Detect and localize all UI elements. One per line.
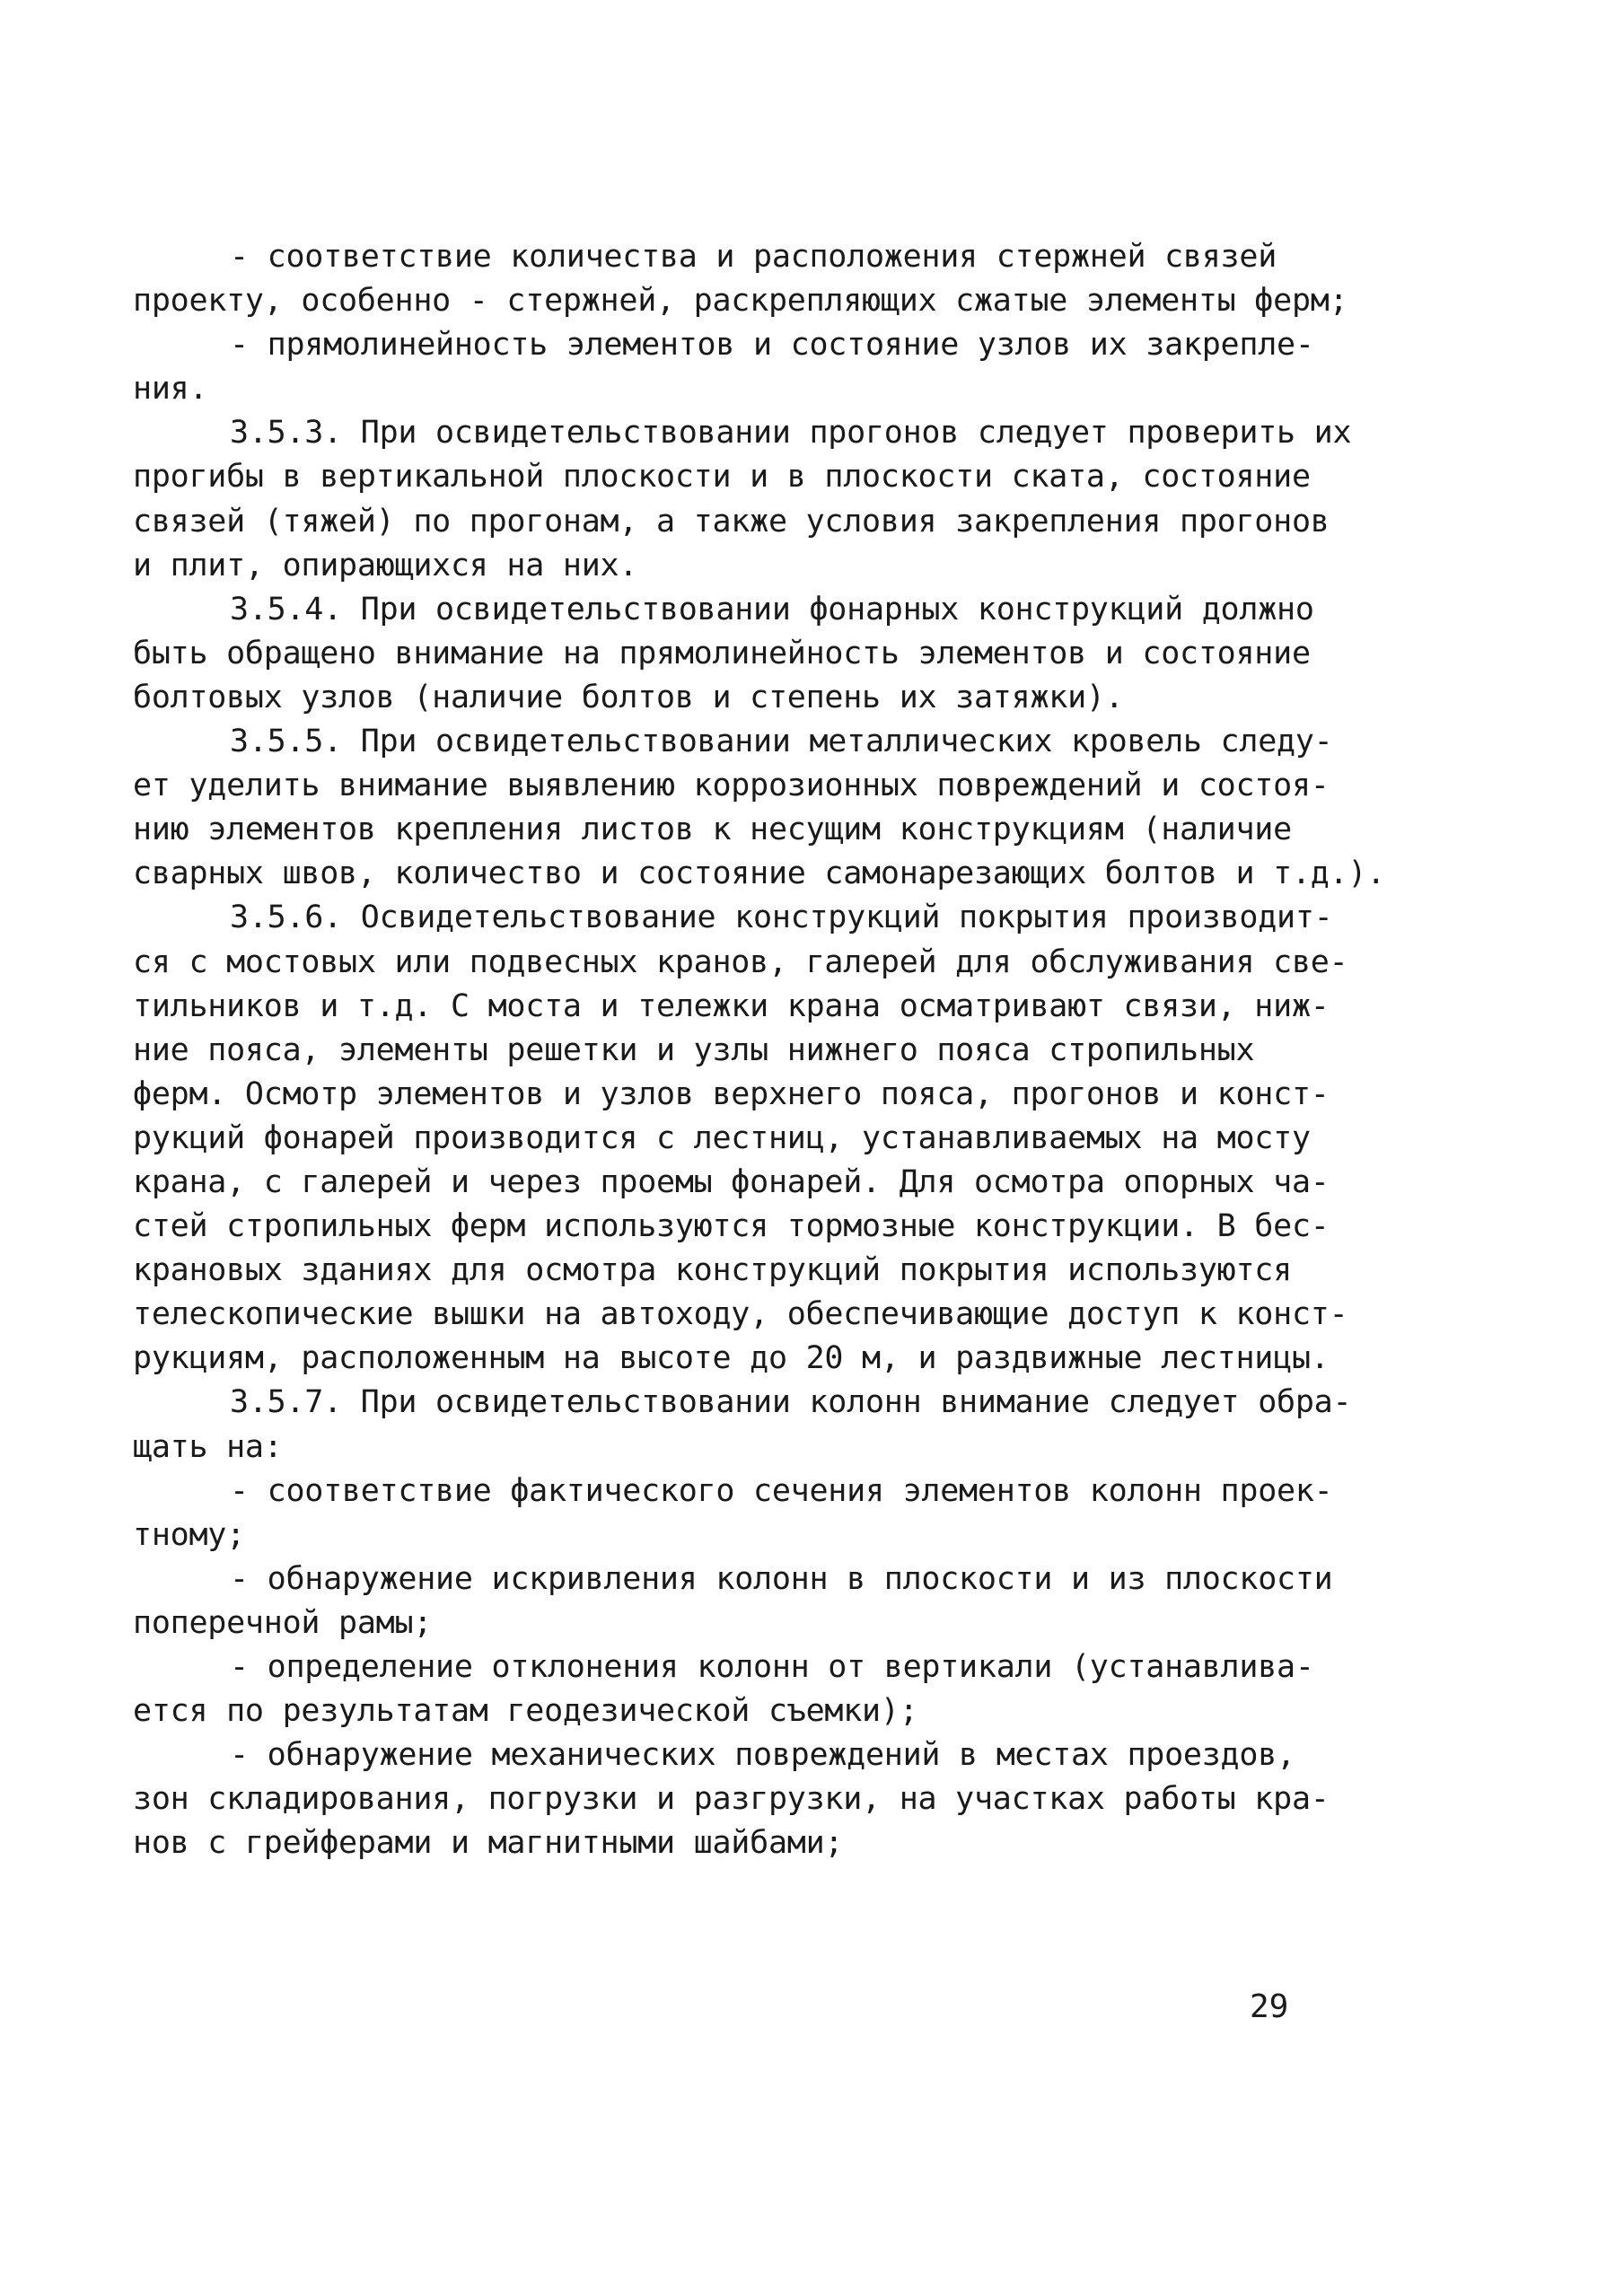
text-line: ния. <box>133 371 208 408</box>
text-line: зон складирования, погрузки и разгрузки, на участках работы кра- <box>133 1781 1330 1818</box>
text-line: - соответствие фактического сечения элементов колонн проек- <box>230 1472 1333 1509</box>
text-line: сварных швов, количество и состояние самонарезающих болтов и т.д.). <box>133 855 1386 892</box>
text-line: - обнаружение механических повреждений в местах проездов, <box>230 1737 1295 1774</box>
page-number: 29 <box>1250 1988 1289 2025</box>
text-line: крана, с галерей и через проемы фонарей. Для осмотра опорных ча- <box>133 1163 1330 1200</box>
text-line: ет уделить внимание выявлению коррозионных повреждений и состоя- <box>133 768 1330 804</box>
text-line: быть обращено внимание на прямолинейность элементов и состояние <box>133 635 1311 671</box>
text-line: - соответствие количества и расположения стержней связей <box>230 239 1277 275</box>
text-line: телескопические вышки на автоходу, обеспечивающие доступ к конст- <box>133 1296 1348 1333</box>
text-line: тному; <box>133 1516 245 1553</box>
text-line: 3.5.6. Освидетельствование конструкций покрытия производит- <box>230 899 1333 936</box>
text-line: нию элементов крепления листов к несущим конструкциям (наличие <box>133 812 1292 848</box>
text-line: 3.5.5. При освидетельствовании металлических кровель следу- <box>230 724 1333 760</box>
text-line: - определение отклонения колонн от вертикали (устанавлива- <box>230 1649 1314 1685</box>
text-line: поперечной рамы; <box>133 1604 433 1641</box>
text-line: крановых зданиях для осмотра конструкций покрытия используются <box>133 1252 1292 1289</box>
text-line: - прямолинейность элементов и состояние узлов их закрепле- <box>230 327 1314 364</box>
text-line: ние пояса, элементы решетки и узлы нижнего пояса стропильных <box>133 1031 1255 1068</box>
text-line: ся с мостовых или подвесных кранов, галерей для обслуживания све- <box>133 943 1348 980</box>
text-line: - обнаружение искривления колонн в плоскости и из плоскости <box>230 1560 1333 1597</box>
text-line: 3.5.7. При освидетельствовании колонн внимание следует обра- <box>230 1384 1352 1421</box>
text-line: рукциям, расположенным на высоте до 20 м, и раздвижные лестницы. <box>133 1340 1330 1377</box>
text-line: ется по результатам геодезической съемки); <box>133 1693 918 1730</box>
text-line: стей стропильных ферм используются тормозные конструкции. В бес- <box>133 1208 1330 1245</box>
text-line: связей (тяжей) по прогонам, а также условия закрепления прогонов <box>133 503 1330 540</box>
text-line: щать на: <box>133 1428 283 1465</box>
text-line: рукций фонарей производится с лестниц, устанавливаемых на мосту <box>133 1119 1311 1156</box>
text-line: прогибы в вертикальной плоскости и в плоскости ската, состояние <box>133 459 1311 496</box>
text-line: 3.5.4. При освидетельствовании фонарных конструкций должно <box>230 591 1314 627</box>
text-line: тильников и т.д. С моста и тележки крана осматривают связи, ниж- <box>133 987 1330 1024</box>
text-line: ферм. Осмотр элементов и узлов верхнего пояса, прогонов и конст- <box>133 1075 1330 1112</box>
body-text <box>133 235 1390 1865</box>
text-line: и плит, опирающихся на них. <box>133 547 638 583</box>
text-line: 3.5.3. При освидетельствовании прогонов следует проверить их <box>230 415 1352 452</box>
text-line: болтовых узлов (наличие болтов и степень их затяжки). <box>133 679 1124 715</box>
text-line: проекту, особенно - стержней, раскрепляющих сжатые элементы ферм; <box>133 283 1348 320</box>
text-line: нов с грейферами и магнитными шайбами; <box>133 1825 844 1862</box>
